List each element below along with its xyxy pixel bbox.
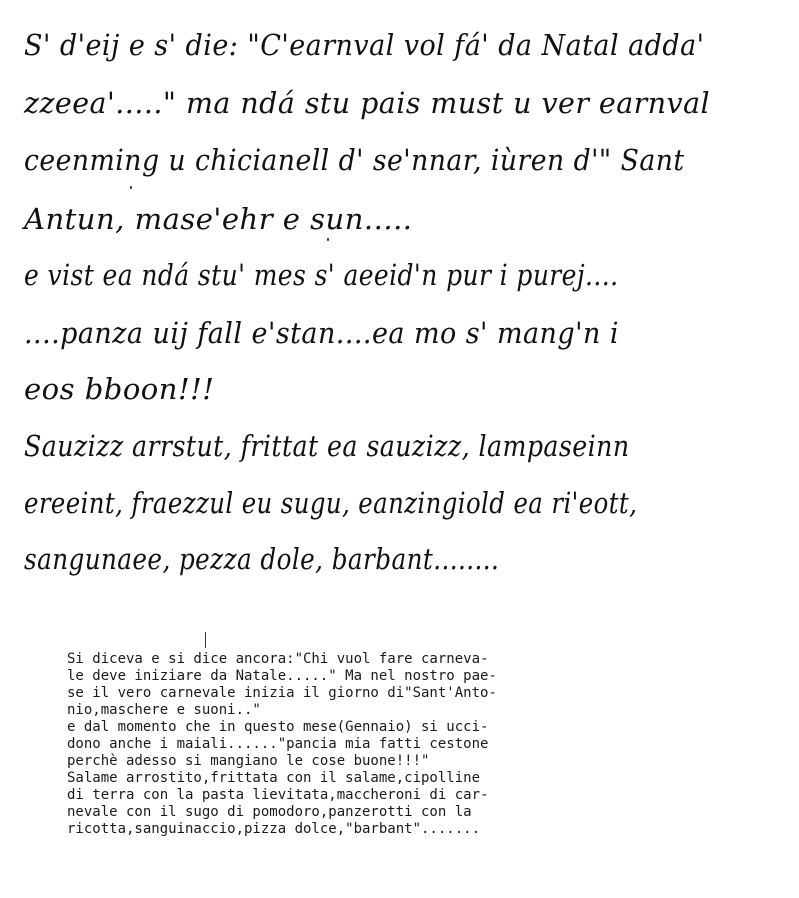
handwritten-line: Antun, mase'ehr e sun..... xyxy=(24,202,413,236)
ink-speck xyxy=(327,238,329,241)
typed-line: dono anche i maiali......"pancia mia fatti cestone xyxy=(67,736,489,752)
typed-line: Si diceva e si dice ancora:"Chi vuol fare carneva- xyxy=(67,651,489,667)
handwritten-line: Sauzizz arrstut, frittat ea sauzizz, lampaseinn xyxy=(24,429,630,463)
typed-line: ricotta,sanguinaccio,pizza dolce,"barbant"....... xyxy=(67,821,481,837)
typed-line: nio,maschere e suoni.." xyxy=(67,702,261,718)
handwritten-line: ceenming u chicianell d' se'nnar, iùren d'" Sant xyxy=(24,143,685,177)
handwritten-line: S' d'eij e s' die: "C'earnval vol fá' da Natal adda' xyxy=(24,28,705,62)
ink-speck xyxy=(205,632,206,648)
typed-translation xyxy=(67,651,787,838)
handwritten-line: zzeea'....." ma ndá stu pais must u ver earnval xyxy=(24,86,711,120)
typed-line: se il vero carnevale inizia il giorno di"Sant'Anto- xyxy=(67,685,497,701)
handwritten-line: ereeint, fraezzul eu sugu, eanzingiold ea ri'eott, xyxy=(24,486,638,520)
handwritten-line: ....panza uij fall e'stan....ea mo s' mang'n i xyxy=(24,316,619,350)
handwritten-line: sangunaee, pezza dole, barbant........ xyxy=(24,542,500,576)
handwritten-line: eos bboon!!! xyxy=(24,372,215,406)
typed-line: perchè adesso si mangiano le cose buone!!!" xyxy=(67,753,430,769)
typed-line: e dal momento che in questo mese(Gennaio) si ucci- xyxy=(67,719,489,735)
ink-speck xyxy=(130,186,132,189)
typed-line: Salame arrostito,frittata con il salame,cipolline xyxy=(67,770,481,786)
handwritten-line: e vist ea ndá stu' mes s' aeeid'n pur i purej.... xyxy=(24,258,619,292)
typed-line: di terra con la pasta lievitata,maccheroni di car- xyxy=(67,787,489,803)
typed-line: le deve iniziare da Natale....." Ma nel nostro pae- xyxy=(67,668,497,684)
typed-line: nevale con il sugo di pomodoro,panzerotti con la xyxy=(67,804,472,820)
